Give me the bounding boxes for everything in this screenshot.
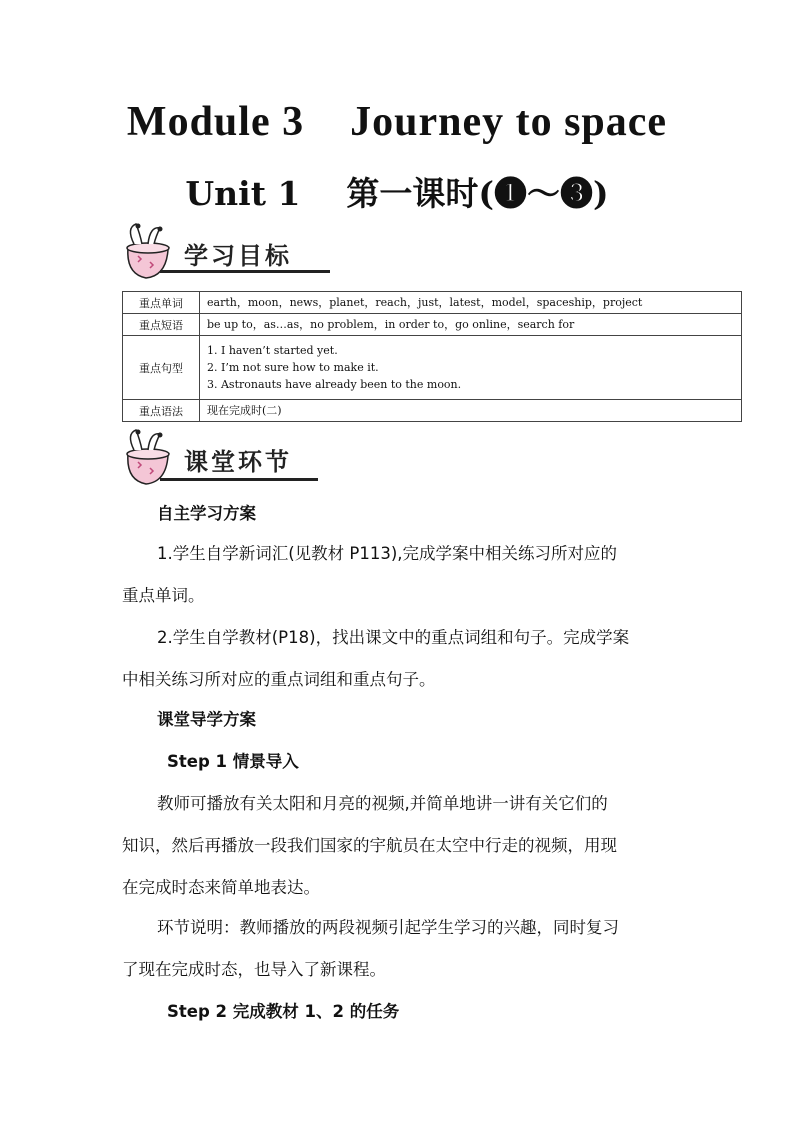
- paragraph-4: [122, 907, 682, 991]
- heading-classroom: 课堂导学方案: [157, 710, 256, 729]
- paragraph-line: 1.学生自学新词汇(见教材 P113),完成学案中相关练习所对应的: [157, 544, 618, 563]
- table-row: [123, 292, 742, 314]
- paragraph-line: 环节说明：教师播放的两段视频引起学生学习的兴趣，同时复习: [157, 918, 619, 937]
- table-row-content: [200, 314, 742, 336]
- key-sentence-3: 3. Astronauts have already been to the moon.: [207, 378, 462, 391]
- paragraph-line: 了现在完成时态，也导入了新课程。: [122, 960, 386, 979]
- table-row: [123, 336, 742, 400]
- table-row: [123, 314, 742, 336]
- heading-self-study: 自主学习方案: [157, 504, 256, 523]
- paragraph-1: [122, 533, 682, 617]
- paragraph-line: 2.学生自学教材(P18)，找出课文中的重点词组和句子。完成学案: [157, 628, 630, 647]
- paragraph-line: 在完成时态来简单地表达。: [122, 878, 320, 897]
- section-banner-class-label: 课堂环节: [184, 448, 292, 476]
- section-banner-class: [120, 428, 330, 488]
- paragraph-line: 重点单词。: [122, 586, 205, 605]
- key-sentence-1: 1. I haven’t started yet.: [207, 344, 338, 357]
- key-grammar-text: 现在完成时(二): [207, 404, 282, 417]
- table-row: [123, 400, 742, 422]
- table-row-content: [200, 336, 742, 400]
- section-banner-goals: [120, 222, 330, 282]
- module-title: Module 3 Journey to space: [126, 99, 668, 145]
- paragraph-2: [122, 617, 682, 701]
- table-row-label: 重点短语: [123, 314, 200, 336]
- section-banner-goals-label: 学习目标: [184, 242, 292, 270]
- paragraph-3: [122, 783, 682, 909]
- banner-underline: [160, 478, 318, 481]
- step-2-heading: Step 2 完成教材 1、2 的任务: [167, 1002, 400, 1021]
- pot-mascot-icon: [120, 222, 182, 282]
- table-row-label: 重点单词: [123, 292, 200, 314]
- paragraph-line: 知识，然后再播放一段我们国家的宇航员在太空中行走的视频，用现: [122, 836, 617, 855]
- table-row-label: 重点句型: [123, 336, 200, 400]
- learning-goals-table: [122, 291, 742, 422]
- key-words-text: earth，moon，news，planet，reach，just，latest，model，spaceship，project: [207, 296, 643, 309]
- paragraph-line: 中相关练习所对应的重点词组和重点句子。: [122, 670, 436, 689]
- banner-underline: [160, 270, 330, 273]
- table-row-label: 重点语法: [123, 400, 200, 422]
- unit-title: Unit 1 第一课时(❶～❸): [185, 174, 609, 213]
- table-row-content: [200, 292, 742, 314]
- table-row-content: [200, 400, 742, 422]
- key-phrases-text: be up to，as…as，no problem，in order to，go online，search for: [207, 318, 575, 331]
- step-1-heading: Step 1 情景导入: [167, 752, 299, 771]
- paragraph-line: 教师可播放有关太阳和月亮的视频,并简单地讲一讲有关它们的: [157, 794, 608, 813]
- key-sentence-2: 2. I’m not sure how to make it.: [207, 361, 379, 374]
